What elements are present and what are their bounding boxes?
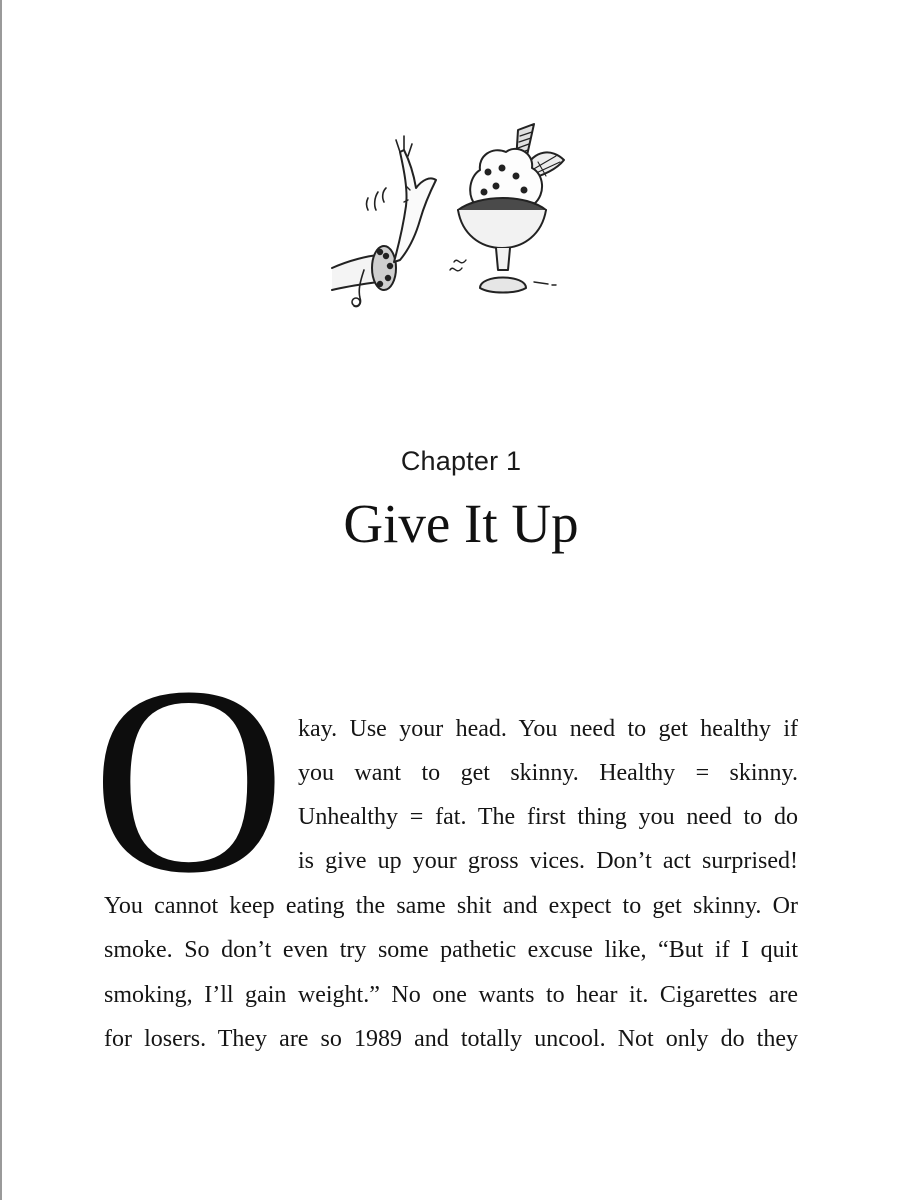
chapter-label: Chapter 1 [400,446,522,476]
body-line: smoke. So don’t even try some pathetic excuse like, “But if I quit [104,937,798,963]
body-line: You cannot keep eating the same shit and expect to get skinny. Or [104,893,798,919]
chapter-title: Give It Up [343,493,579,554]
drop-cap: O [92,631,286,928]
body-line: kay. Use your head. You need to get healthy if [298,716,798,742]
body-line: you want to get skinny. Healthy = skinny. [298,760,798,786]
body-line: is give up your gross vices. Don’t act surprised! [298,848,798,874]
body-line: Unhealthy = fat. The first thing you need to do [298,804,798,830]
body-line: for losers. They are so 1989 and totally uncool. Not only do they [104,1026,798,1052]
hand-refusing-sundae-illustration [320,110,580,320]
ice-cream-sundae-icon [450,124,564,293]
hand-icon [332,136,436,307]
page-edge [0,0,2,1200]
body-line: smoking, I’ll gain weight.” No one wants to hear it. Cigarettes are [104,982,798,1008]
